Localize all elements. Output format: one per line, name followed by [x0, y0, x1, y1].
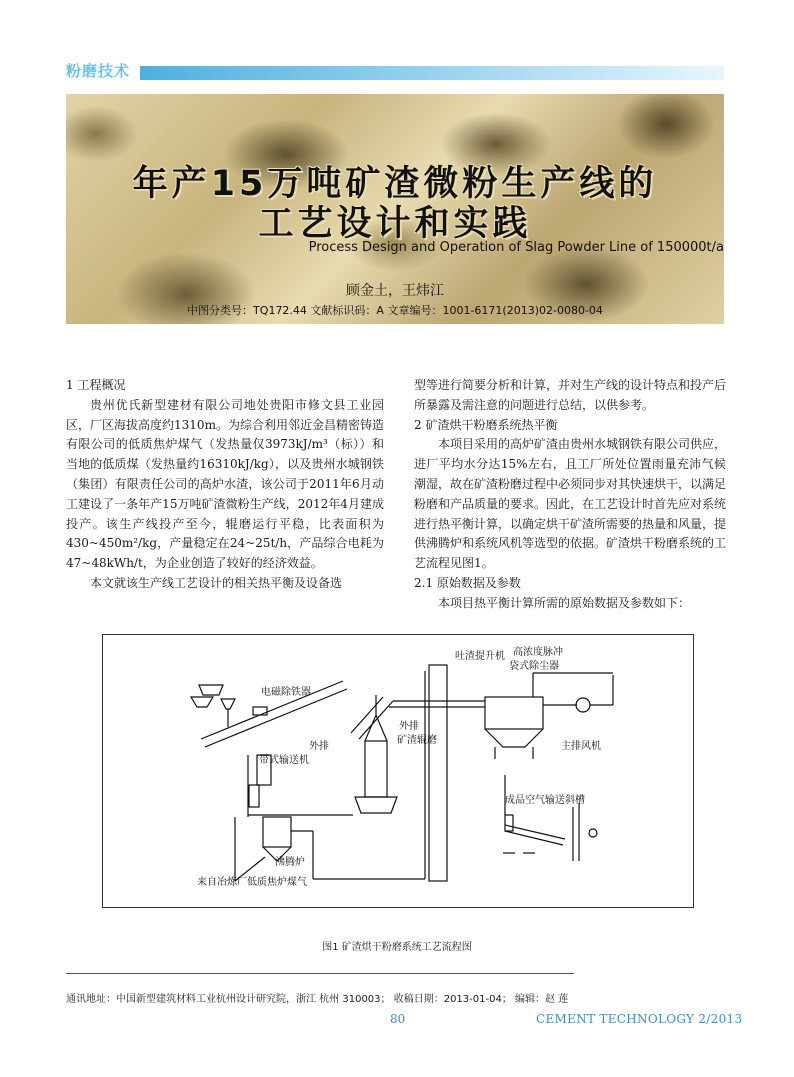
label-main-fan: 主排风机 [561, 741, 601, 752]
process-flow-diagram [103, 635, 693, 907]
label-external-right: 外排 [399, 721, 419, 732]
figure-caption: 图1 矿渣烘干粉磨系统工艺流程图 [322, 942, 472, 953]
label-external-left: 外排 [309, 741, 329, 752]
section-label: 粉磨技术 [66, 62, 131, 80]
label-belt-conveyor: 带式输送机 [259, 755, 309, 766]
article-classification: 中图分类号：TQ172.44 文献标识码：A 文章编号：1001-6171(2013)02-0080-04 [187, 304, 603, 317]
article-authors: 顾金土，王炜江 [346, 283, 444, 299]
subsection-heading: 2.1 原始数据及参数 [414, 575, 521, 590]
label-magnetic-separator: 电磁除铁器 [261, 687, 311, 698]
feed-hopper [191, 697, 213, 707]
body-column-right [414, 376, 726, 614]
journal-name: CEMENT TECHNOLOGY 2/2013 [536, 1012, 743, 1026]
body-column-left [66, 376, 384, 594]
label-bucket-elevator: 吐渣提升机 [455, 651, 505, 662]
label-coke-gas: 来自冶炼厂低质焦炉煤气 [197, 877, 307, 888]
boiling-furnace-icon [263, 817, 291, 847]
title-banner [66, 94, 724, 324]
label-bag-filter-line2: 袋式除尘器 [509, 661, 559, 672]
label-boiling-furnace: 沸腾炉 [275, 857, 305, 868]
process-flow-figure [102, 634, 694, 908]
section-heading: 2 矿渣烘干粉磨系统热平衡 [414, 417, 558, 432]
article-title-english: Process Design and Operation of Slag Powder Line of 150000t/a [308, 240, 724, 255]
magnetic-separator-icon [253, 707, 267, 715]
footnote: 通讯地址：中国新型建筑材料工业杭州设计研究院，浙江 杭州 310003； 收稿日期：2013-01-04； 编辑：赵 莲 [66, 994, 569, 1005]
paragraph: 型等进行简要分析和计算，并对生产线的设计特点和投产后所暴露及需注意的问题进行总结，以供参考。 [414, 378, 727, 412]
article-title-line2: 工艺设计和实践 [258, 204, 532, 244]
article-title-line1: 年产15万吨矿渣微粉生产线的 [132, 164, 658, 204]
label-bag-filter-line1: 高浓度脉冲 [513, 647, 563, 658]
feeder-icon [199, 685, 223, 695]
label-roller-mill: 矿渣辊磨 [397, 735, 437, 746]
paragraph: 贵州优氏新型建材有限公司地处贵阳市修文县工业园区，厂区海拔高度约1310m。为综合利用邻近金昌精密铸造有限公司的低质焦炉煤气（发热量仅3973kJ/m³（标））和当地的低质煤（发热量约16310kJ/kg），以及贵州水城钢铁（集团）有限责任公司的高炉水渣，该公司于2011年6月动工建设了一条年产15万吨矿渣微粉生产线，2012年4月建成投产。该生产线投产至今，辊磨运行平稳，比表面积为430~450m²/kg，产量稳定在24~25t/h，产品综合电耗为47~48kWh/t，为企业创造了较好的经济效益。 [66, 397, 384, 571]
section-label-bar [140, 66, 724, 80]
footnote-rule [66, 973, 574, 974]
paragraph: 本文就该生产线工艺设计的相关热平衡及设备选 [90, 575, 343, 590]
page-number: 80 [390, 1012, 406, 1026]
bag-filter-icon [485, 697, 543, 729]
paragraph: 本项目热平衡计算所需的原始数据及参数如下： [438, 595, 691, 610]
paragraph: 1 工程概况 [66, 378, 126, 392]
roller-mill-icon [365, 741, 387, 797]
label-air-slide: 成品空气输送斜槽 [505, 795, 585, 806]
main-fan-icon [576, 698, 590, 712]
bucket-elevator-icon [429, 665, 447, 881]
paragraph: 本项目采用的高炉矿渣由贵州水城钢铁有限公司供应，进厂平均水分达15%左右，且工厂所处位置雨量充沛气候潮湿，故在矿渣粉磨过程中必须同步对其快速烘干，以满足粉磨和产品质量的要求。因此，在工艺设计时首先应对系统进行热平衡计算，以确定烘干矿渣所需要的热量和风量，提供沸腾炉和系统风机等选型的依据。矿渣烘干粉磨系统的工艺流程见图1。 [414, 437, 727, 571]
